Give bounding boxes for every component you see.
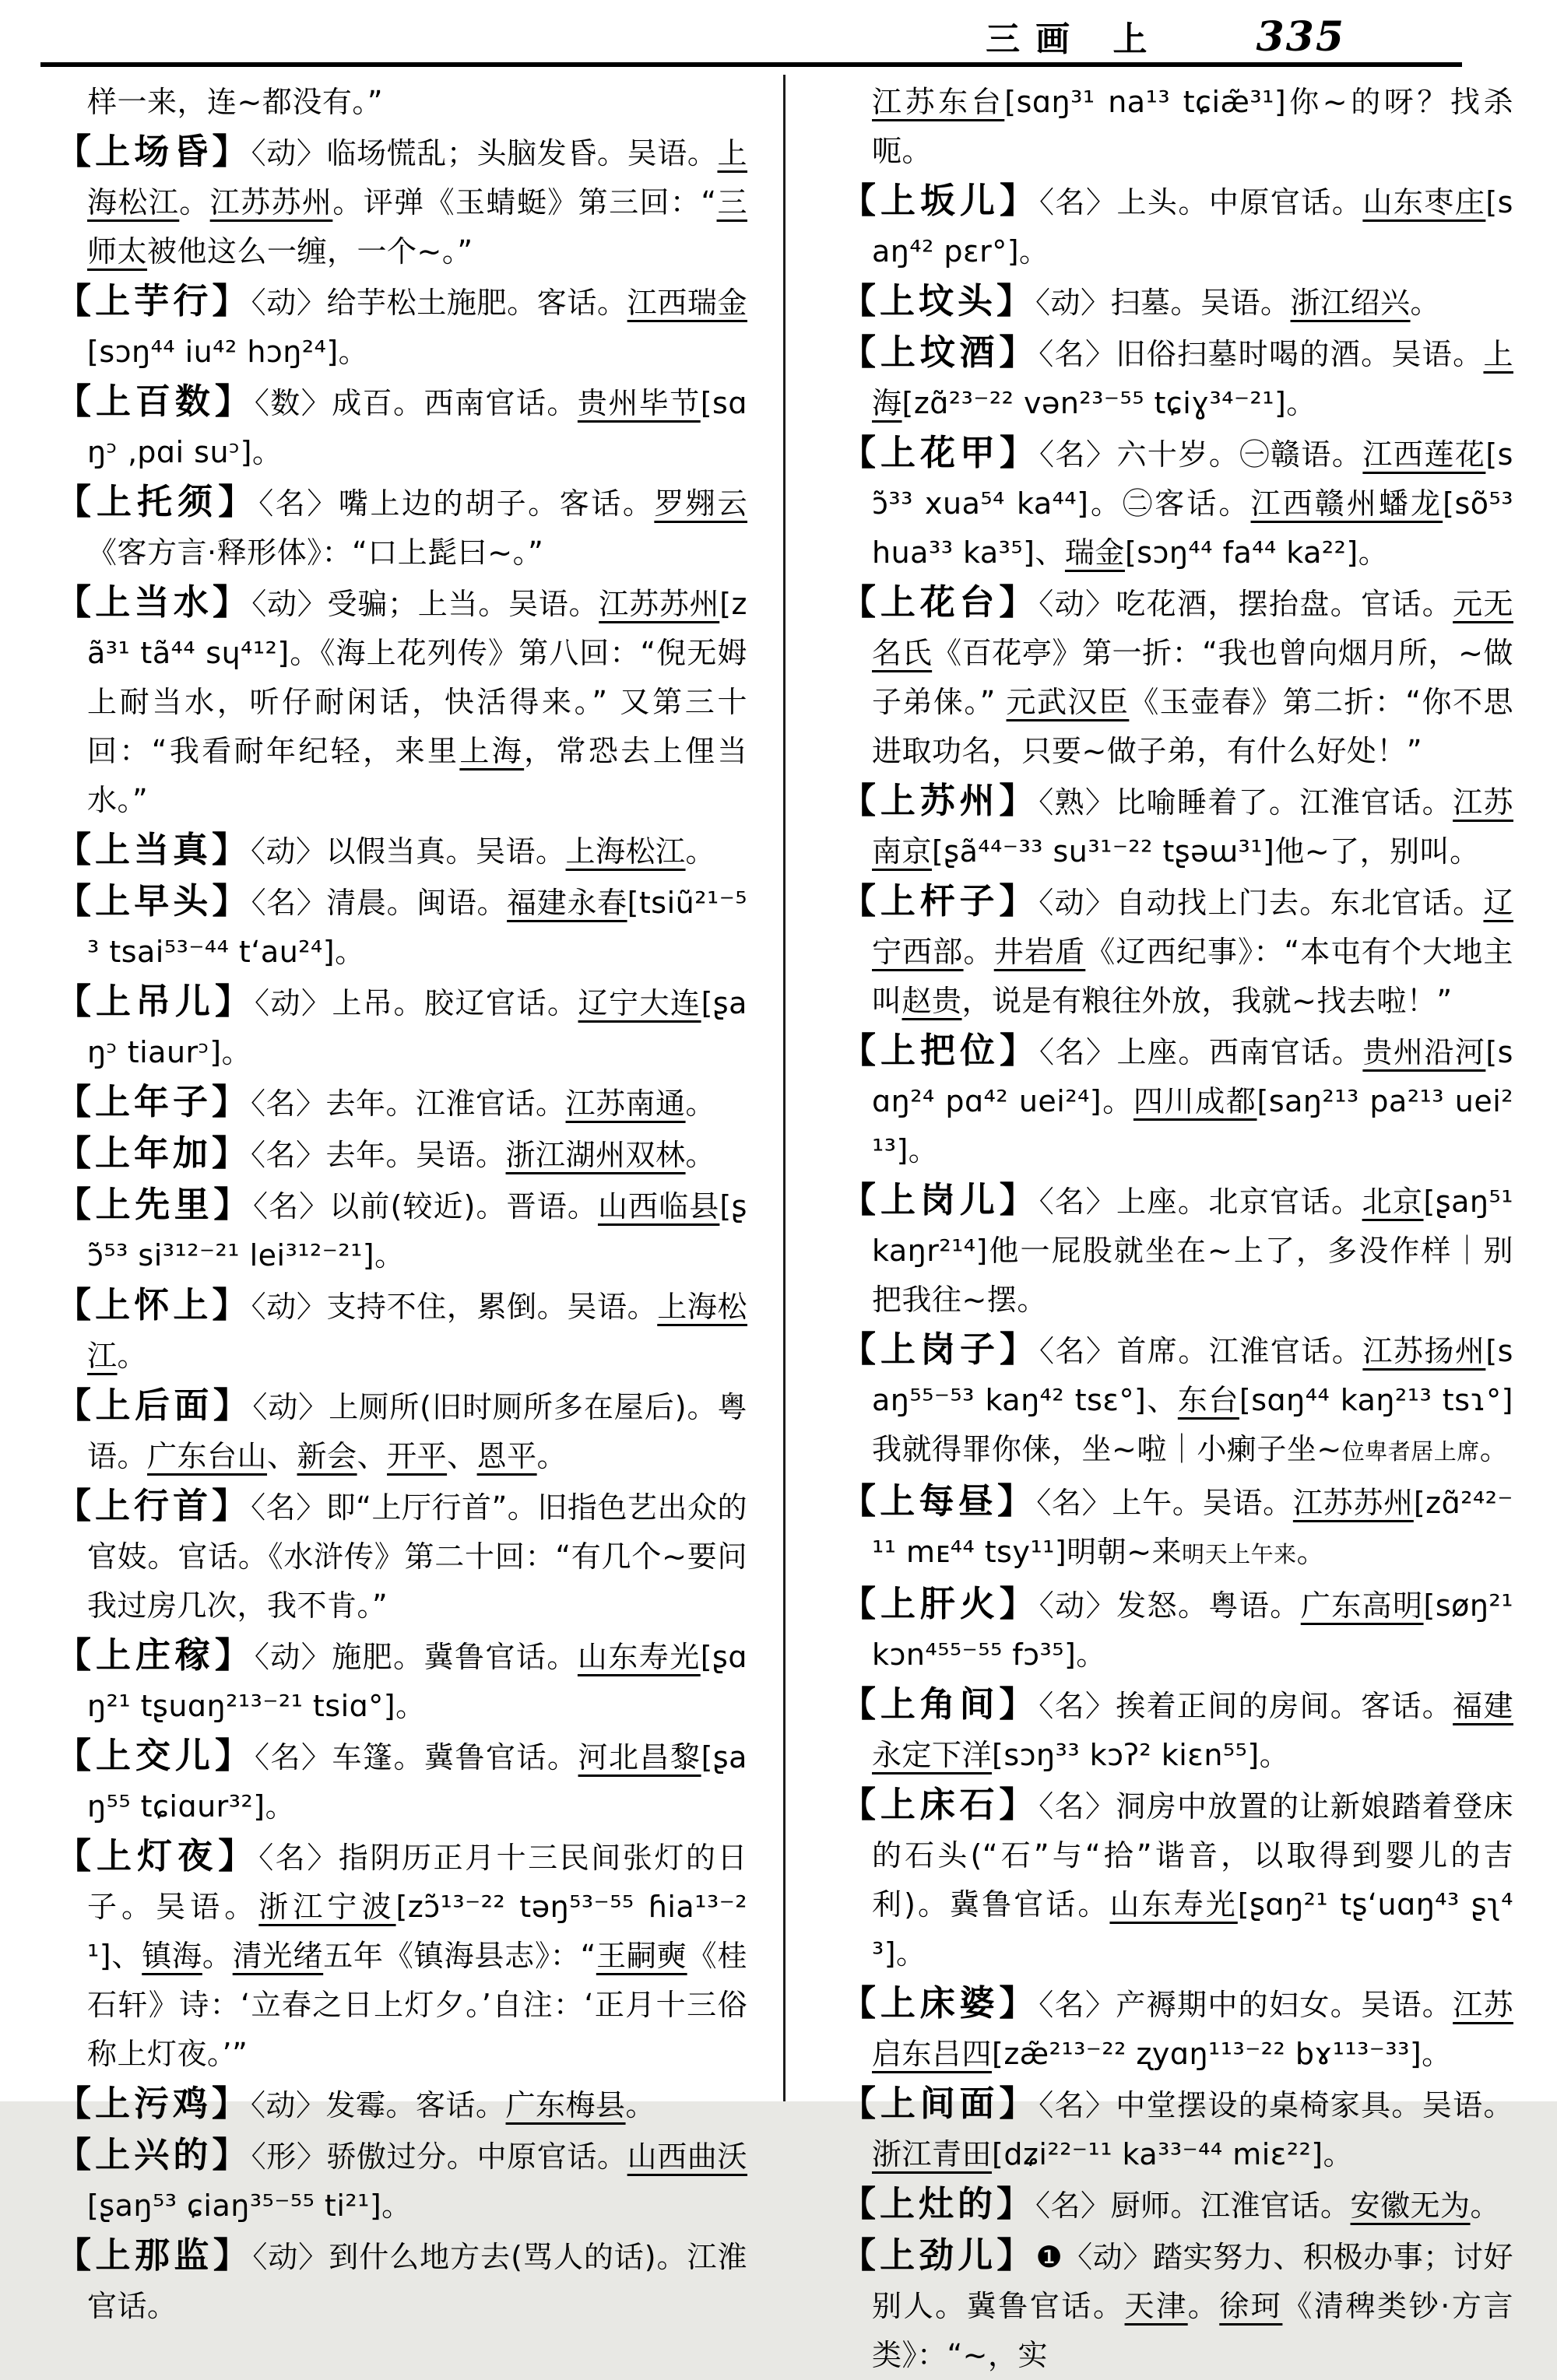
dictionary-entry	[56, 2231, 747, 2331]
entry-text: 〈名〉去年。吴语。	[251, 1138, 506, 1172]
proper-name-underlined: 江苏南通	[565, 1086, 686, 1121]
entry-headword: 【上芋行】	[56, 280, 251, 321]
dictionary-entry	[56, 1831, 747, 2079]
entry-text: 《辽西纪事》：“本屯有个大地主叫	[872, 935, 1513, 1018]
entry-text: 。	[685, 1138, 716, 1172]
proper-name-underlined: 江苏苏州	[599, 587, 720, 621]
entry-text: 、	[267, 1439, 297, 1473]
proper-name-underlined: 天津	[1124, 2289, 1188, 2323]
dictionary-entry	[841, 577, 1513, 776]
dictionary-entry	[56, 1129, 747, 1180]
entry-text: 〈名〉去年。江淮官话。	[251, 1086, 566, 1121]
entry-headword: 【上百数】	[56, 381, 255, 422]
proper-name-underlined: 山东寿光	[1109, 1887, 1238, 1922]
dictionary-entry	[56, 577, 747, 825]
entry-text: [saŋ²¹³ pa²¹³ uei²¹³]。	[872, 1084, 1513, 1167]
entry-text: 。	[1470, 2189, 1501, 2223]
entry-text: 〈名〉以前(较近)。晋语。	[253, 1189, 598, 1223]
column-divider	[783, 75, 786, 2101]
entry-text: [ʂaŋᵓ tiaurᵓ]。	[87, 986, 747, 1069]
entry-text: 。	[625, 2088, 656, 2122]
proper-name-underlined: 罗翙云	[654, 486, 747, 521]
entry-headword: 【上坂儿】	[841, 180, 1039, 221]
entry-text: 〈名〉六十岁。㊀赣语。	[1039, 437, 1363, 472]
entry-text: 〈动〉到什么地方去(骂人的话)。江淮官话。	[87, 2240, 747, 2323]
entry-text: [ʂɔ̃⁵³ si³¹²⁻²¹ lei³¹²⁻²¹]。	[87, 1189, 747, 1272]
entry-text: 。	[685, 834, 716, 869]
entry-headword: 【上场昏】	[56, 131, 251, 172]
entry-text: 。	[179, 185, 210, 219]
proper-name-underlined: 浙江青田	[872, 2137, 993, 2171]
entry-text: 〈名〉清晨。闽语。	[251, 886, 508, 920]
small-gloss: 明天上午来	[1182, 1541, 1297, 1567]
entry-text: 《桂石轩》诗：‘立春之日上灯夕。’自注：‘正月十三俗称上灯夜。’”	[87, 1939, 747, 2071]
entry-text: 。评弹《玉蜻蜓》第三回：“	[332, 185, 717, 219]
entry-text: [zã³¹ tã⁴⁴ sɥ⁴¹²]。《海上花列传》第八回：“倪无姆上耐当水，听仔耐闲话，快活得来。” 又第三十回：“我看耐年纪轻，来里	[87, 587, 747, 768]
entry-headword: 【上后面】	[56, 1385, 253, 1426]
proper-name-underlined: 江西瑞金	[627, 286, 747, 320]
proper-name-underlined: 徐珂	[1219, 2289, 1283, 2323]
proper-name-underlined: 山东寿光	[577, 1640, 701, 1674]
entry-text: [ʂɑŋ²¹ tʂʻuɑŋ⁴³ ʂʅ⁴³]。	[872, 1887, 1513, 1971]
entry-text: 。	[536, 1439, 568, 1473]
dictionary-entry	[56, 1077, 747, 1129]
entry-text: 。	[1410, 286, 1441, 320]
entry-headword: 【上坟头】	[841, 280, 1036, 321]
dictionary-entry	[841, 1476, 1513, 1579]
entry-text: 样一来，连~都没有。”	[87, 85, 384, 119]
proper-name-underlined: 贵州毕节	[577, 386, 701, 420]
entry-text: 。	[685, 1086, 716, 1121]
entry-text: [dʑi²²⁻¹¹ ka³³⁻⁴⁴ miɛ²²]。	[992, 2137, 1354, 2171]
proper-name-underlined: 广东台山	[147, 1439, 268, 1473]
entry-text: 。	[1187, 2289, 1220, 2323]
dictionary-entry	[841, 1325, 1513, 1476]
entry-text: [søŋ²¹ kɔn⁴⁵⁵⁻⁵⁵ fɔ³⁵]。	[872, 1588, 1513, 1672]
right-column	[841, 78, 1513, 2380]
entry-headword: 【上年加】	[56, 1132, 251, 1174]
entry-text: 五年《镇海县志》：“	[323, 1939, 596, 1973]
entry-headword: 【上苏州】	[841, 780, 1039, 821]
entry-text: [sɑŋᵓ ‚pɑi suᵓ]。	[87, 386, 747, 469]
entry-text: [sɑŋ⁴⁴ kaŋ²¹³ tsɿ°]我就得罪你俫，坐~啦｜小瘌子坐~	[872, 1383, 1513, 1466]
proper-name-underlined: 恩平	[476, 1439, 537, 1473]
entry-headword: 【上杆子】	[841, 880, 1039, 921]
entry-text: ，说是有粮往外放，我就~找去啦！”	[961, 984, 1453, 1018]
entry-headword: 【上托须】	[56, 481, 259, 522]
entry-text: [zɔ̃¹³⁻²² təŋ⁵³⁻⁵⁵ ɦia¹³⁻²¹]、	[87, 1890, 747, 1973]
dictionary-entry	[56, 876, 747, 977]
proper-name-underlined: 福建永定下洋	[872, 1689, 1513, 1772]
proper-name-underlined: 山东枣庄	[1362, 185, 1486, 219]
entry-text: [sõ⁵³ hua³³ ka³⁵]、	[872, 486, 1513, 570]
proper-name-underlined: 山西临县	[597, 1189, 720, 1223]
dictionary-entry	[56, 1631, 747, 1731]
proper-name-underlined: 江苏东台	[872, 85, 1005, 119]
entry-text: 〈名〉旧俗扫墓时喝的酒。吴语。	[1039, 337, 1484, 371]
entry-text: [zæ̃²¹³⁻²² ʐyɑŋ¹¹³⁻²² bɤ¹¹³⁻³³]。	[992, 2037, 1452, 2071]
dictionary-entry	[841, 78, 1513, 176]
entry-headword: 【上岗儿】	[841, 1179, 1039, 1220]
proper-name-underlined: 赵贵	[902, 984, 962, 1018]
proper-name-underlined: 浙江绍兴	[1290, 286, 1411, 320]
dictionary-entry	[841, 2179, 1513, 2231]
proper-name-underlined: 山西曲沃	[627, 2140, 747, 2174]
proper-name-underlined: 上海	[459, 734, 525, 768]
entry-text: 〈动〉发霉。客话。	[251, 2088, 506, 2122]
entry-text: 〈名〉洞房中放置的让新娘踏着登床的石头(“石”与“拾”谐音，以取得到婴儿的吉利)。冀鲁官话。	[872, 1789, 1513, 1922]
dictionary-entry	[56, 2079, 747, 2130]
proper-name-underlined: 清光绪	[232, 1939, 324, 1973]
dictionary-entry	[56, 1731, 747, 1831]
dictionary-entry	[841, 1175, 1513, 1325]
entry-headword: 【上床婆】	[841, 1982, 1039, 2024]
entry-headword: 【上年子】	[56, 1081, 251, 1122]
entry-text: [sɔ̃³³ xua⁵⁴ ka⁴⁴]。㊁客话。	[872, 437, 1513, 521]
entry-headword: 【上把位】	[841, 1030, 1039, 1071]
entry-text: 〈名〉即“上厅行首”。旧指色艺出众的官妓。官话。《水浒传》第二十回：“有几个~要问我过房几次，我不肯。”	[87, 1490, 747, 1623]
entry-text: 〈名〉嘴上边的胡子。客话。	[258, 486, 655, 521]
entry-headword: 【上当真】	[56, 829, 251, 870]
proper-name-underlined: 江苏启东吕四	[872, 1988, 1513, 2071]
entry-text: [zɑ̃²³⁻²² vən²³⁻⁵⁵ tɕiɣ³⁴⁻²¹]。	[902, 386, 1316, 420]
entry-text: 〈动〉自动找上门去。东北官话。	[1039, 886, 1484, 920]
entry-text: 〈名〉产褥期中的妇女。吴语。	[1039, 1988, 1453, 2022]
entry-text: 。	[963, 935, 994, 969]
dictionary-entry	[56, 2130, 747, 2231]
dictionary-entry	[56, 1180, 747, 1280]
proper-name-underlined: 江西莲花	[1362, 437, 1486, 472]
dictionary-entry	[841, 1026, 1513, 1175]
proper-name-underlined: 井岩盾	[993, 935, 1086, 969]
entry-headword: 【上污鸡】	[56, 2083, 251, 2124]
proper-name-underlined: 辽宁西部	[872, 886, 1513, 969]
dictionary-entry	[56, 1381, 747, 1481]
proper-name-underlined: 福建永春	[507, 886, 627, 920]
entry-text: 、	[447, 1439, 477, 1473]
dictionary-entry	[841, 1780, 1513, 1978]
entry-headword: 【上当水】	[56, 581, 252, 623]
entry-text: [sɔŋ⁴⁴ fa⁴⁴ ka²²]。	[1124, 535, 1389, 570]
proper-name-underlined: 四川成都	[1133, 1084, 1257, 1118]
proper-name-underlined: 安徽无为	[1350, 2189, 1471, 2223]
entry-headword: 【上每昼】	[841, 1480, 1037, 1522]
dictionary-entry	[841, 176, 1513, 276]
dictionary-entry	[841, 428, 1513, 577]
entry-text: 〈名〉指阴历正月十三民间张灯的日子。吴语。	[87, 1841, 747, 1924]
entry-text: 〈名〉首席。江淮官话。	[1039, 1334, 1363, 1368]
entry-text: 〈动〉吃花酒，摆抬盘。官话。	[1039, 587, 1453, 621]
dictionary-entry	[56, 377, 747, 477]
entry-text: [ʂaŋ⁵¹ kaŋr²¹⁴]他一屁股就坐在~上了，多没作样｜别把我往~摆。	[872, 1185, 1513, 1317]
entry-text: 〈动〉给芋松土施肥。客话。	[251, 286, 627, 320]
dictionary-entry	[841, 876, 1513, 1026]
entry-headword: 【上劲儿】	[841, 2234, 1036, 2276]
dictionary-entry	[56, 1280, 747, 1381]
entry-text: 〈动〉施肥。冀鲁官话。	[254, 1640, 578, 1674]
proper-name-underlined: 浙江宁波	[258, 1890, 396, 1924]
proper-name-underlined: 广东梅县	[505, 2088, 626, 2122]
entry-text: ，常恐去上俚当水。”	[87, 734, 747, 817]
page-header	[0, 11, 1462, 61]
entry-headword: 【上灯夜】	[56, 1835, 259, 1876]
dictionary-entry	[841, 276, 1513, 328]
proper-name-underlined: 新会	[297, 1439, 357, 1473]
entry-headword: 【上肝火】	[841, 1583, 1039, 1624]
proper-name-underlined: 河北昌黎	[578, 1740, 701, 1774]
entry-text: 〈形〉骄傲过分。中原官话。	[251, 2140, 627, 2174]
entry-text: 《客方言·释形体》：“口上髭曰~。”	[87, 535, 544, 570]
entry-text: [sɑŋ²⁴ pɑ⁴² uei²⁴]。	[872, 1035, 1513, 1118]
entry-text: 〈名〉挨着正间的房间。客话。	[1039, 1689, 1453, 1723]
proper-name-underlined: 上海松江	[565, 834, 686, 869]
entry-text: [tsiũ²¹⁻⁵³ tsai⁵³⁻⁴⁴ tʻau²⁴]。	[87, 886, 747, 969]
dictionary-entry	[56, 477, 747, 577]
entry-headword: 【上兴的】	[56, 2134, 251, 2175]
dictionary-entry	[56, 127, 747, 276]
entry-headword: 【上庄稼】	[56, 1634, 255, 1676]
proper-name-underlined: 贵州沿河	[1362, 1035, 1486, 1069]
proper-name-underlined: 北京	[1362, 1185, 1424, 1219]
dictionary-entry	[841, 2079, 1513, 2179]
proper-name-underlined: 三师太	[87, 185, 747, 269]
entry-text: 、	[357, 1439, 388, 1473]
entry-text: 〈名〉上座。北京官话。	[1039, 1185, 1362, 1219]
entry-text: 〈动〉支持不住，累倒。吴语。	[251, 1290, 658, 1324]
entry-headword: 【上交儿】	[56, 1735, 255, 1776]
entry-text: [sɑŋ³¹ na¹³ tɕiæ̃³¹]你~的呀？找杀呃。	[872, 85, 1513, 168]
entry-text: [ʂã⁴⁴⁻³³ su³¹⁻²² tʂəɯ³¹]他~了，别叫。	[932, 834, 1480, 869]
entry-text: 。	[1479, 1432, 1510, 1466]
entry-headword: 【上花甲】	[841, 432, 1039, 473]
entry-text: [sɔŋ³³ kɔʔ² kiɛn⁵⁵]。	[992, 1738, 1290, 1772]
entry-text: [saŋ⁵⁵⁻⁵³ kaŋ⁴² tsɛ°]、	[872, 1334, 1513, 1417]
entry-text: [zɑ̃²⁴²⁻¹¹ mᴇ⁴⁴ tsy¹¹]明朝~来	[872, 1486, 1513, 1569]
proper-name-underlined: 江苏南京	[872, 785, 1513, 869]
proper-name-underlined: 王嗣奭	[596, 1939, 687, 1973]
entry-text: 〈动〉受骗；上当。吴语。	[251, 587, 599, 621]
dictionary-entry	[841, 776, 1513, 876]
entry-text: 〈名〉上午。吴语。	[1036, 1486, 1293, 1520]
entry-headword: 【上先里】	[56, 1184, 253, 1225]
dictionary-entry	[56, 1481, 747, 1631]
entry-headword: 【上岗子】	[841, 1329, 1039, 1370]
small-gloss: 位卑者居上席	[1341, 1438, 1480, 1465]
dictionary-entry	[56, 825, 747, 876]
entry-headword: 【上怀上】	[56, 1284, 251, 1325]
entry-text: 。	[117, 1339, 148, 1373]
dictionary-entry	[56, 276, 747, 377]
entry-text: 〈名〉上座。西南官话。	[1039, 1035, 1363, 1069]
entry-text: [saŋ⁴² pɛr°]。	[872, 185, 1513, 269]
entry-text: 《清稗类钞·方言类》：“~，实	[872, 2289, 1513, 2372]
left-column	[56, 78, 747, 2331]
entry-text: 被他这么一缠，一个~。”	[147, 234, 473, 269]
dictionary-entry	[841, 1680, 1513, 1780]
dictionary-entry	[56, 977, 747, 1077]
dictionary-entry	[56, 78, 747, 127]
proper-name-underlined: 上海松江	[87, 1290, 747, 1373]
entry-headword: 【上灶的】	[841, 2183, 1036, 2224]
entry-headword: 【上间面】	[841, 2083, 1039, 2124]
entry-text: 〈动〉上吊。胶辽官话。	[255, 986, 578, 1020]
entry-text: 〈动〉以假当真。吴语。	[251, 834, 566, 869]
page-number: 335	[1256, 13, 1345, 61]
entry-text: 〈动〉上厕所(旧时厕所多在屋后)。粤语。	[87, 1390, 747, 1473]
entry-text: 〈动〉扫墓。吴语。	[1035, 286, 1291, 320]
dictionary-entry	[841, 1978, 1513, 2079]
entry-text: 。	[202, 1939, 233, 1973]
dictionary-entry	[841, 328, 1513, 428]
entry-text: 〈名〉中堂摆设的桌椅家具。吴语。	[1039, 2088, 1513, 2122]
proper-name-underlined: 东台	[1177, 1383, 1239, 1417]
entry-text: 〈动〉发怒。粤语。	[1039, 1588, 1301, 1623]
header-rule	[40, 62, 1462, 67]
dictionary-entry	[841, 2231, 1513, 2380]
entry-text: 〈名〉厨师。江淮官话。	[1035, 2189, 1351, 2223]
entry-headword: 【上角间】	[841, 1683, 1039, 1725]
proper-name-underlined: 江苏扬州	[1362, 1334, 1486, 1368]
proper-name-underlined: 镇海	[142, 1939, 202, 1973]
entry-text: 〈名〉车篷。冀鲁官话。	[255, 1740, 578, 1774]
entry-text: [sɔŋ⁴⁴ iu⁴² hɔŋ²⁴]。	[87, 335, 369, 369]
entry-text: 《百花亭》第一折：“我也曾向烟月所，~做子弟俫。”	[872, 636, 1513, 719]
dictionary-entry	[841, 1579, 1513, 1680]
entry-text: ❶〈动〉踏实努力、积极办事；讨好别人。冀鲁官话。	[872, 2240, 1513, 2323]
proper-name-underlined: 开平	[387, 1439, 448, 1473]
section-label: 三画 上	[986, 19, 1163, 59]
entry-headword: 【上坟酒】	[841, 332, 1039, 373]
entry-text: 〈名〉上头。中原官话。	[1039, 185, 1363, 219]
entry-headword: 【上那监】	[56, 2234, 253, 2276]
entry-text: [ʂɑŋ²¹ tʂuɑŋ²¹³⁻²¹ tsiɑ°]。	[87, 1640, 747, 1723]
proper-name-underlined: 元武汉臣	[1006, 685, 1130, 719]
entry-text: 〈数〉成百。西南官话。	[254, 386, 578, 420]
proper-name-underlined: 江西赣州蟠龙	[1250, 486, 1443, 521]
proper-name-underlined: 江苏苏州	[209, 185, 333, 219]
entry-text: 〈熟〉比喻睡着了。江淮官话。	[1039, 785, 1453, 820]
entry-text: 。	[1296, 1535, 1327, 1569]
entry-headword: 【上行首】	[56, 1485, 251, 1526]
proper-name-underlined: 江苏苏州	[1292, 1486, 1414, 1520]
proper-name-underlined: 广东高明	[1300, 1588, 1424, 1623]
proper-name-underlined: 辽宁大连	[578, 986, 701, 1020]
proper-name-underlined: 浙江湖州双林	[505, 1138, 686, 1172]
entry-text: 〈动〉临场慌乱；头脑发昏。吴语。	[251, 136, 718, 170]
entry-text: 《玉壶春》第二折：“你不思进取功名，只要~做子弟，有什么好处！”	[872, 685, 1513, 768]
entry-headword: 【上花台】	[841, 581, 1039, 623]
entry-headword: 【上床石】	[841, 1784, 1039, 1825]
proper-name-underlined: 上海	[872, 337, 1513, 420]
proper-name-underlined: 瑞金	[1064, 535, 1125, 570]
proper-name-underlined: 上海松江	[87, 136, 747, 219]
entry-text: [ʂaŋ⁵³ ɕiaŋ³⁵⁻⁵⁵ ti²¹]。	[87, 2189, 412, 2223]
proper-name-underlined: 元无名氏	[872, 587, 1513, 670]
entry-headword: 【上早头】	[56, 880, 251, 921]
entry-headword: 【上吊儿】	[56, 981, 255, 1022]
entry-text: [ʂaŋ⁵⁵ tɕiɑur³²]。	[87, 1740, 747, 1824]
